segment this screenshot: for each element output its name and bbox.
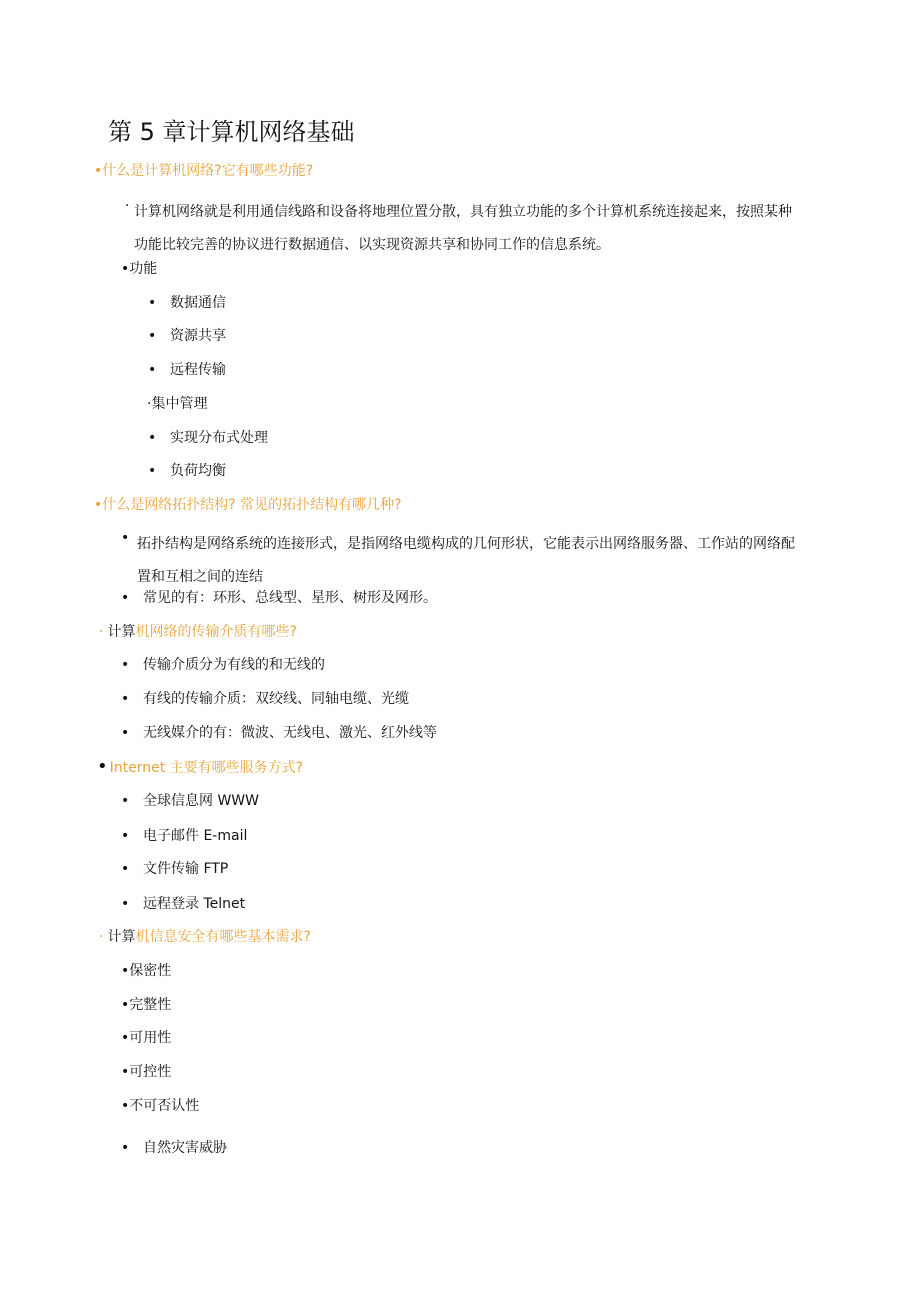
question-heading [94, 161, 313, 181]
bullet: • [148, 430, 157, 446]
bullet: • [121, 793, 130, 809]
bullet: • [121, 657, 130, 673]
bullet: • [121, 828, 130, 844]
list-item [121, 995, 171, 1015]
item-text: 资源共享 [170, 328, 226, 344]
bullet: • [148, 295, 157, 311]
question-heading [99, 622, 297, 642]
list-item [121, 791, 259, 811]
list-item [148, 428, 268, 448]
list-item [121, 894, 245, 914]
question-text: 机网络的传输介质有哪些? [135, 624, 297, 640]
item-text: 文件传输 FTP [143, 861, 229, 877]
list-item [121, 961, 171, 981]
bullet: • [148, 328, 157, 344]
item-text: 传输介质分为有线的和无线的 [143, 657, 325, 673]
list-item [148, 461, 226, 481]
item-text: 完整性 [129, 997, 172, 1013]
item-text: 无线媒介的有：微波、无线电、激光、红外线等 [143, 725, 437, 741]
question-text: 什么是计算机网络?它有哪些功能? [102, 163, 314, 179]
item-text: 实现分布式处理 [170, 430, 268, 446]
list-item [121, 1138, 227, 1158]
question-text-start: 计算 [107, 929, 136, 945]
list-item [121, 1062, 171, 1082]
question-text: 什么是网络拓扑结构? 常见的拓扑结构有哪几种? [102, 497, 402, 513]
item-text: 可用性 [129, 1030, 172, 1046]
label-text: 功能 [129, 261, 158, 277]
bullet: • [148, 463, 157, 479]
item-text: 远程登录 Telnet [143, 896, 246, 912]
definition-text: 计算机网络就是利用通信线路和设备将地理位置分散，具有独立功能的多个计算机系统连接起来，按照某种功能比较完善的协议进行数据通信、以实现资源共享和协同工作的信息系统。 [134, 204, 792, 253]
list-item [147, 394, 207, 414]
item-text: 可控性 [129, 1064, 172, 1080]
list-item [121, 723, 437, 743]
list-item [148, 326, 226, 346]
bullet: • [121, 530, 130, 546]
definition-paragraph [125, 196, 796, 262]
item-text: 全球信息网 WWW [143, 793, 259, 809]
list-item [121, 689, 409, 709]
bullet: • [121, 963, 130, 979]
item-text: 负荷均衡 [170, 463, 226, 479]
bullet: • [94, 163, 103, 179]
bullet: • [121, 1064, 130, 1080]
item-text: 常见的有：环形、总线型、星形、树形及网形。 [143, 590, 437, 606]
list-item [121, 655, 325, 675]
bullet: · [99, 929, 104, 945]
question-heading [99, 927, 311, 947]
item-text: 电子邮件 E-mail [143, 828, 248, 844]
bullet: • [121, 861, 130, 877]
chapter-title: 第 5 章计算机网络基础 [108, 118, 355, 146]
bullet: • [121, 997, 130, 1013]
bullet: • [121, 1098, 130, 1114]
bullet: · [99, 624, 104, 640]
item-text: 拓扑结构是网络系统的连接形式，是指网络电缆构成的几何形状，它能表示出网络服务器、工作站的网络配置和互相之间的连结 [137, 536, 795, 585]
list-item [121, 1028, 171, 1048]
list-item [148, 360, 226, 380]
bullet: • [148, 362, 157, 378]
question-heading [97, 757, 303, 778]
list-item [121, 859, 228, 879]
question-text: 机信息安全有哪些基本需求? [135, 929, 311, 945]
bullet: • [97, 756, 108, 777]
bullet: • [121, 590, 130, 606]
bullet: • [94, 497, 103, 513]
item-text: 保密性 [129, 963, 172, 979]
bullet: • [121, 896, 130, 912]
list-item [121, 1096, 199, 1116]
question-heading [94, 495, 402, 515]
list-item [121, 528, 799, 594]
list-item [148, 293, 226, 313]
bullet: · [147, 396, 152, 412]
bullet: • [121, 1030, 130, 1046]
item-text: 数据通信 [170, 295, 226, 311]
item-text: 集中管理 [151, 396, 208, 412]
question-text: Internet 主要有哪些服务方式? [109, 760, 304, 776]
bullet: • [121, 691, 130, 707]
functions-label [121, 259, 157, 279]
bullet: • [121, 1140, 130, 1156]
item-text: 自然灾害威胁 [143, 1140, 227, 1156]
item-text: 有线的传输介质：双绞线、同轴电缆、光缆 [143, 691, 409, 707]
bullet: • [121, 261, 130, 277]
question-text-start: 计算 [107, 624, 136, 640]
list-item [121, 826, 247, 846]
bullet: • [121, 725, 130, 741]
list-item [121, 588, 437, 608]
item-text: 不可否认性 [129, 1098, 200, 1114]
bullet: · [125, 198, 130, 214]
item-text: 远程传输 [170, 362, 226, 378]
